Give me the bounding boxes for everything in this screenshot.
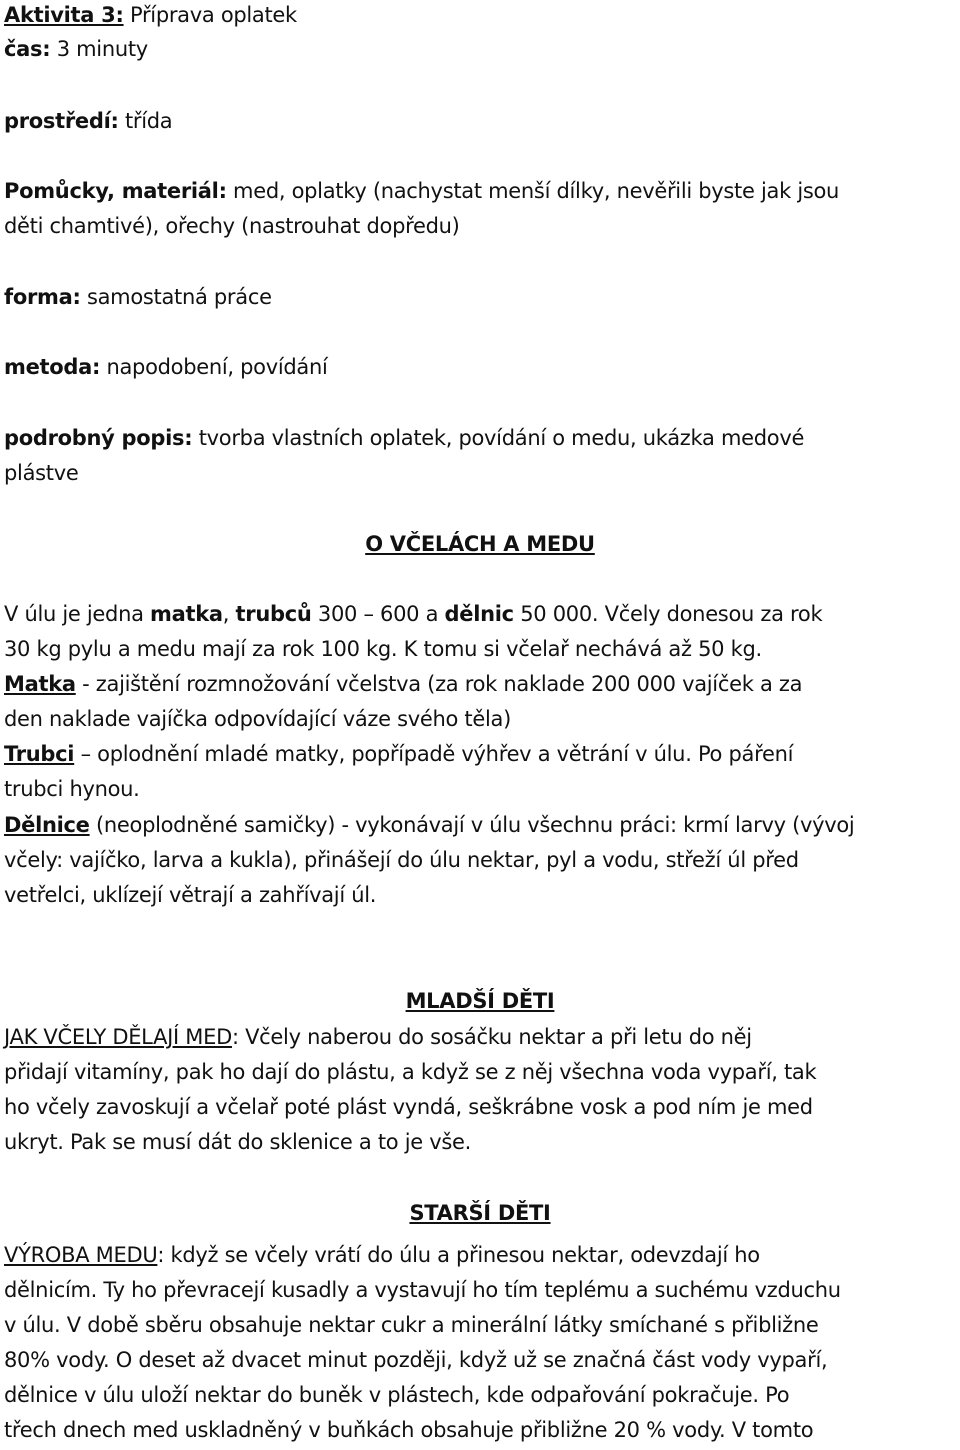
form-label: forma: <box>4 285 81 309</box>
older-text: v úlu. V době sběru obsahuje nektar cukr a minerální látky smíchané s přibližne <box>4 1313 819 1337</box>
activity-line <box>4 0 297 33</box>
bees-heading-line <box>4 527 956 562</box>
form-line <box>4 280 272 315</box>
materials-text-2: děti chamtivé), ořechy (nastrouhat dopředu) <box>4 214 460 238</box>
older-heading-line <box>4 1196 956 1231</box>
description-label: podrobný popis: <box>4 426 193 450</box>
time-label: čas: <box>4 37 51 61</box>
term-delnic-inline: dělnic <box>444 602 514 626</box>
matka-term: Matka <box>4 672 76 696</box>
activity-title: Příprava oplatek <box>123 3 297 27</box>
older-line-3 <box>4 1308 819 1343</box>
delnice-text: (neoplodněné samičky) - vykonávají v úlu všechnu práci: krmí larvy (vývoj <box>89 813 855 837</box>
delnice-line-2 <box>4 843 799 878</box>
delnice-term: Dělnice <box>4 813 90 837</box>
younger-text: : Včely naberou do sosáčku nektar a při letu do něj <box>231 1025 752 1049</box>
trubci-text: – oplodnění mladé matky, popřípadě výhřev a větrání v úlu. Po páření <box>74 742 794 766</box>
older-line-5 <box>4 1378 789 1413</box>
bees-text: 30 kg pylu a medu mají za rok 100 kg. K tomu si včelař nechává až 50 kg. <box>4 637 762 661</box>
environment-line <box>4 104 172 139</box>
bees-text: , <box>222 602 236 626</box>
older-line-1 <box>4 1238 760 1273</box>
materials-line-2 <box>4 209 460 244</box>
bees-text: 50 000. Včely donesou za rok <box>513 602 823 626</box>
younger-text: ho včely zavoskují a včelař poté plást vyndá, seškrábne vosk a pod ním je med <box>4 1095 813 1119</box>
younger-heading-line <box>4 984 956 1019</box>
younger-text: ukryt. Pak se musí dát do sklenice a to je vše. <box>4 1130 471 1154</box>
time-value: 3 minuty <box>50 37 148 61</box>
bees-heading: O VČELÁCH A MEDU <box>365 532 595 556</box>
description-text-1: tvorba vlastních oplatek, povídání o medu, ukázka medové <box>192 426 805 450</box>
younger-line-2 <box>4 1055 816 1090</box>
trubci-line-2 <box>4 772 140 807</box>
matka-text: - zajištění rozmnožování včelstva (za rok naklade 200 000 vajíček a za <box>75 672 803 696</box>
materials-line-1 <box>4 174 839 209</box>
form-value: samostatná práce <box>80 285 272 309</box>
delnice-line-1 <box>4 808 854 843</box>
older-line-2 <box>4 1273 841 1308</box>
activity-label: Aktivita 3: <box>4 3 124 27</box>
older-text: dělnicím. Ty ho převracejí kusadly a vystavují ho tím teplému a suchému vzduchu <box>4 1278 841 1302</box>
method-label: metoda: <box>4 355 101 379</box>
older-text: 80% vody. O deset až dvacet minut později, když už se značná část vody vypaří, <box>4 1348 828 1372</box>
description-text-2: plástve <box>4 461 79 485</box>
bees-text: V úlu je jedna <box>4 602 151 626</box>
description-line-1 <box>4 421 804 456</box>
younger-heading: MLADŠÍ DĚTI <box>405 989 555 1013</box>
younger-line-4 <box>4 1125 471 1160</box>
delnice-text: vetřelci, uklízejí větrají a zahřívají úl. <box>4 883 377 907</box>
materials-label: Pomůcky, materiál: <box>4 179 227 203</box>
time-line <box>4 32 148 67</box>
older-heading: STARŠÍ DĚTI <box>409 1201 551 1225</box>
older-line-4 <box>4 1343 827 1378</box>
younger-text: přidají vitamíny, pak ho dají do plástu, a když se z něj všechna voda vypaří, tak <box>4 1060 817 1084</box>
older-term: VÝROBA MEDU <box>4 1243 158 1267</box>
younger-line-1 <box>4 1020 752 1055</box>
bees-paragraph-line-2 <box>4 632 762 667</box>
delnice-text: včely: vajíčko, larva a kukla), přinášejí do úlu nektar, pyl a vodu, střeží úl před <box>4 848 799 872</box>
trubci-text: trubci hynou. <box>4 777 140 801</box>
younger-term: JAK VČELY DĚLAJÍ MED <box>4 1025 232 1049</box>
matka-line-1 <box>4 667 802 702</box>
method-value: napodobení, povídání <box>100 355 328 379</box>
older-line-6 <box>4 1413 813 1448</box>
term-trubcu-inline: trubců <box>235 602 312 626</box>
matka-line-2 <box>4 702 511 737</box>
matka-text: den naklade vajíčka odpovídající váze svého těla) <box>4 707 511 731</box>
older-text: třech dnech med uskladněný v buňkách obsahuje přibližne 20 % vody. V tomto <box>4 1418 814 1442</box>
materials-text-1: med, oplatky (nachystat menší dílky, nevěřili byste jak jsou <box>226 179 840 203</box>
bees-text: 300 – 600 a <box>311 602 445 626</box>
method-line <box>4 350 328 385</box>
term-matka-inline: matka <box>150 602 223 626</box>
description-line-2 <box>4 456 78 491</box>
environment-value: třída <box>118 109 173 133</box>
bees-paragraph-line-1 <box>4 597 822 632</box>
older-text: : když se včely vrátí do úlu a přinesou nektar, odevzdají ho <box>157 1243 760 1267</box>
older-text: dělnice v úlu uloží nektar do buněk v plástech, kde odpařování pokračuje. Po <box>4 1383 790 1407</box>
trubci-term: Trubci <box>4 742 75 766</box>
younger-line-3 <box>4 1090 813 1125</box>
trubci-line-1 <box>4 737 793 772</box>
delnice-line-3 <box>4 878 376 913</box>
environment-label: prostředí: <box>4 109 119 133</box>
